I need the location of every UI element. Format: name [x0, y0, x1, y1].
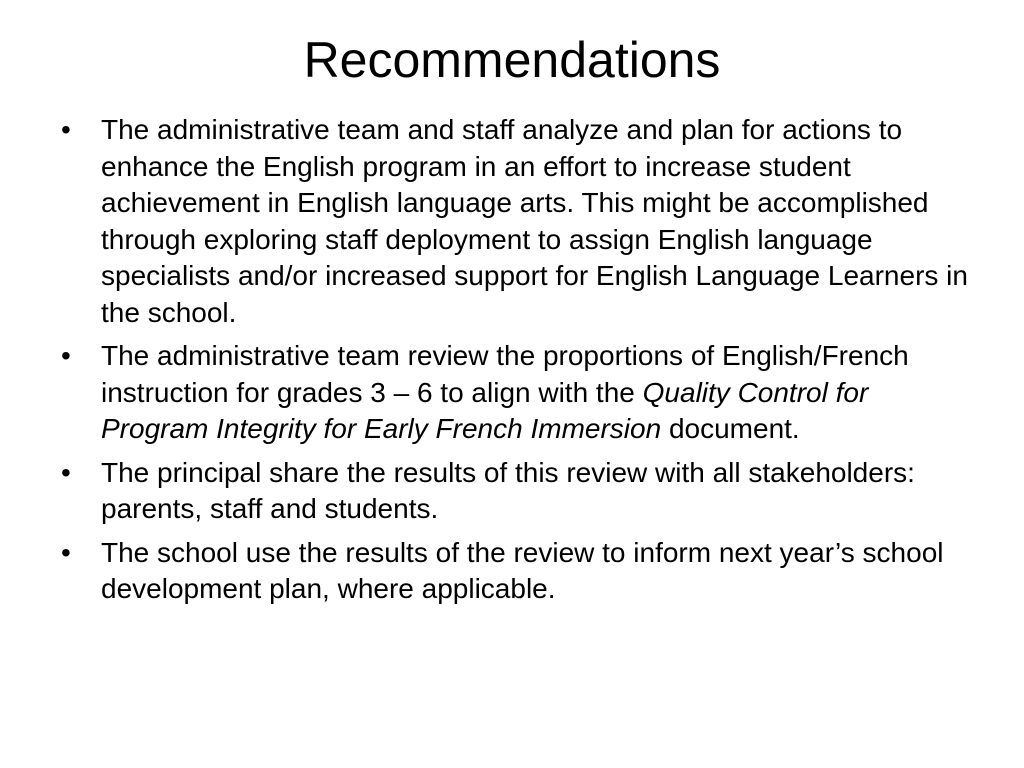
bullet-item — [56, 338, 974, 448]
bullet-item — [56, 535, 974, 608]
bullet-list — [56, 112, 974, 615]
bullet-icon: • — [61, 340, 71, 371]
bullet-item — [56, 112, 974, 331]
bullet-text-before: The administrative team review the proportions of English/French instruction for grades 3 – 6 to align with the — [101, 340, 909, 408]
bullet-icon: • — [61, 456, 71, 488]
bullet-text: The administrative team and staff analyze and plan for actions to enhance the English program in an effort to increase student achievement in English language arts. This might be accomplished through exploring staff deployment to assign English language specialists and/or increased support for English Language Learners in the school. — [101, 114, 968, 328]
bullet-text: The school use the results of the review to inform next year’s school development plan, where applicable. — [101, 536, 944, 604]
bullet-text-after: document. — [661, 413, 800, 444]
slide-title: Recommendations — [303, 32, 721, 88]
document-title-italic: Quality Control for Program Integrity for Early French Immersion — [101, 376, 869, 444]
bullet-item — [56, 455, 974, 528]
bullet-icon: • — [61, 114, 71, 145]
bullet-icon: • — [61, 536, 71, 568]
bullet-text: The principal share the results of this review with all stakeholders: parents, staff and students. — [101, 456, 915, 524]
